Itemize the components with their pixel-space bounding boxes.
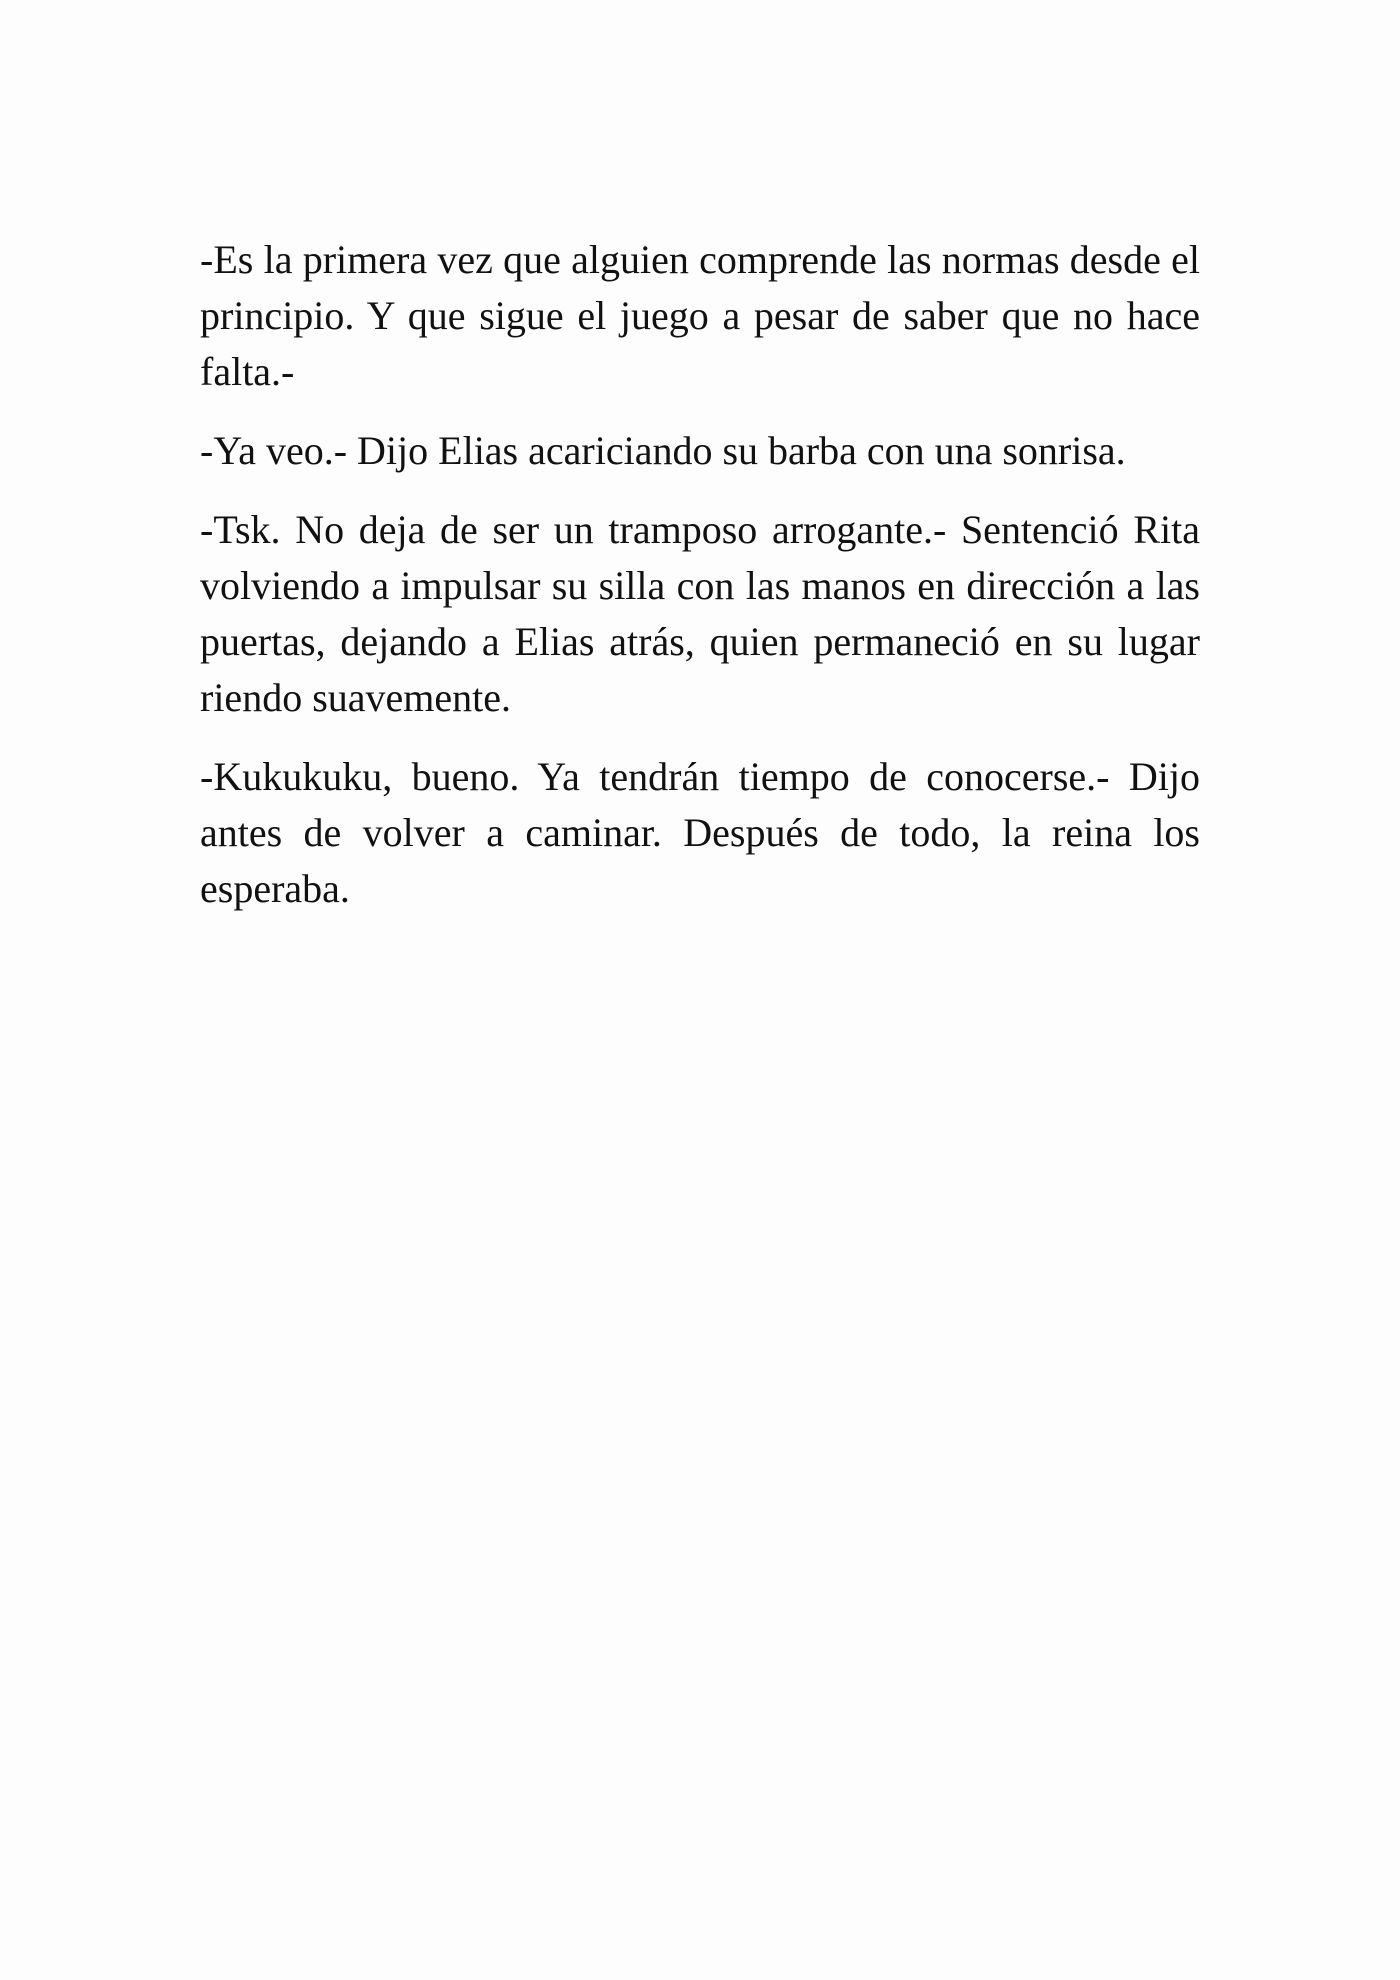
paragraph-2: -Ya veo.- Dijo Elias acariciando su barba con una sonrisa. [200,428,1126,473]
paragraph-1: -Es la primera vez que alguien comprende las normas desde el principio. Y que sigue el juego a pesar de saber que no hace falta.- [200,237,1200,394]
body-text [200,232,1200,940]
paragraph-3: -Tsk. No deja de ser un tramposo arrogante.- Sentenció Rita volviendo a impulsar su silla con las manos en dirección a las puertas, dejando a Elias atrás, quien permaneció en su lugar riendo suavemente. [200,507,1200,720]
paragraph-4: -Kukukuku, bueno. Ya tendrán tiempo de conocerse.- Dijo antes de volver a caminar. Después de todo, la reina los esperaba. [200,754,1200,911]
